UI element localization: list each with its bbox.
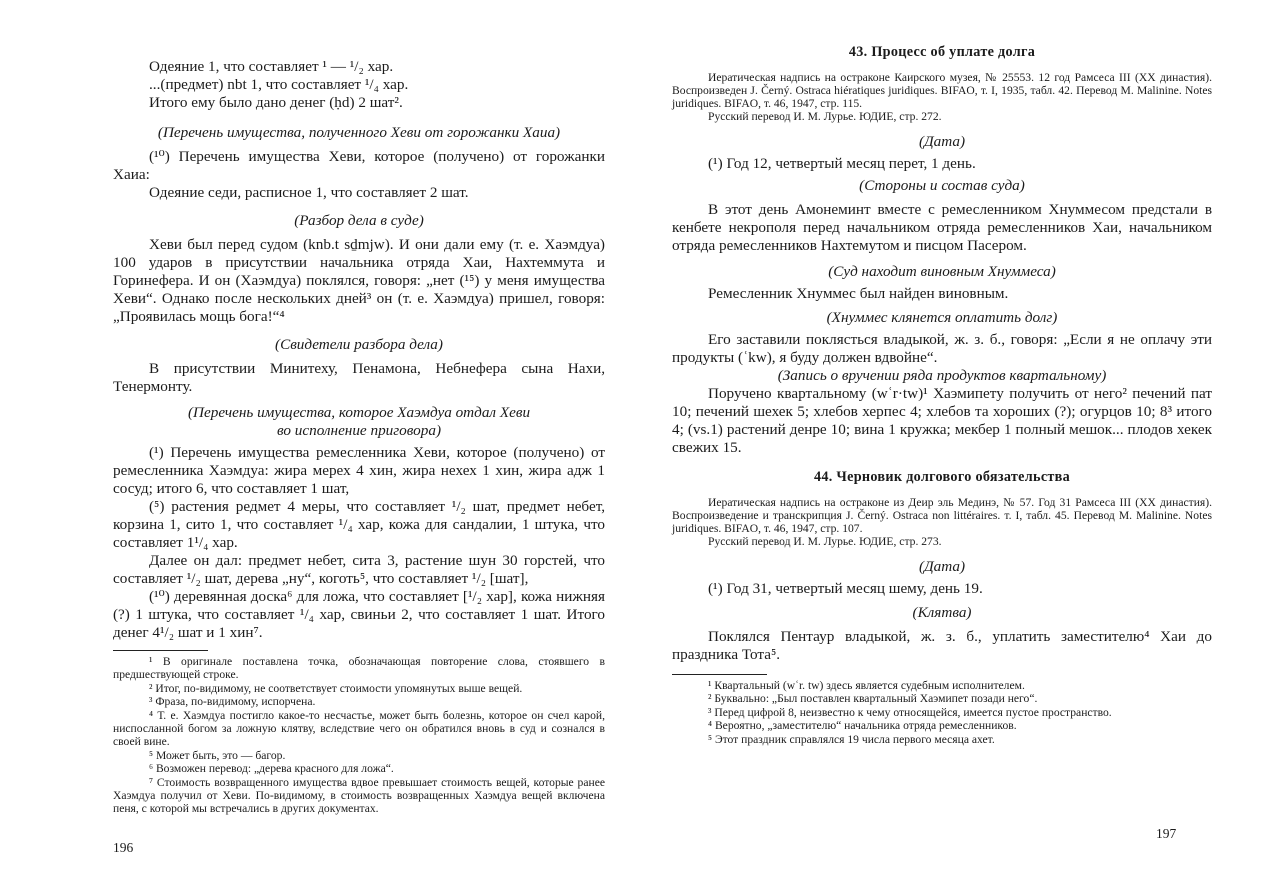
paragraph: В присутствии Минитеху, Пенамона, Небнефера сына Нахи, Тенермонту. bbox=[113, 360, 605, 395]
footnote: ³ Перед цифрой 8, неизвестно к чему относящейся, имеется пустое пространство. bbox=[708, 705, 1112, 719]
paragraph: Далее он дал: предмет небет, сита 3, растение шун 30 горстей, что составляет ¹/₂ шат, дерева „ну“, коготь⁵, что составляет ¹/₂ [шат], bbox=[113, 552, 605, 587]
footnote: ¹ Квартальный (wʿr. tw) здесь является судебным исполнителем. bbox=[708, 679, 1025, 692]
footnote: ¹ В оригинале поставлена точка, обозначающая повторение слова, стоявшего в предшествующей строке. bbox=[113, 655, 605, 682]
paragraph: Поклялся Пентаур владыкой, ж. з. б., уплатить заместителю⁴ Хаи до праздника Тота⁵. bbox=[672, 628, 1212, 663]
paragraph: Поручено квартальному (wʿr·tw)¹ Хаэмипету получить от него² печений пат 10; печений шехек 5; хлебов херпес 4; хлебов та хороших (?); огурцов 10; 8³ итого 4; (vs.1) растений денре 10; вина 1 кружка; мекбер 1 полный мешок... плодов хекек свежих 15. bbox=[672, 385, 1212, 456]
paragraph: В этот день Амонеминт вместе с ремесленником Хнуммесом предстали в кенбете некрополя перед начальником отряда ремесленников Хаи, начальником отряда ремесленников Нахтемутом и писцом Пасером. bbox=[672, 201, 1212, 254]
document-title: 43. Процесс об уплате долга bbox=[848, 44, 1036, 60]
section-heading: (Свидетели разбора дела) bbox=[275, 336, 443, 353]
paragraph: Ремесленник Хнуммес был найден виновным. bbox=[708, 285, 1009, 302]
footnote: ⁴ Вероятно, „заместителю“ начальника отряда ремесленников. bbox=[708, 719, 1017, 733]
footnote: ² Буквально: „Был поставлен квартальный Хаэмипет позади него“. bbox=[708, 692, 1038, 706]
section-heading: (Хнуммес клянется оплатить долг) bbox=[826, 309, 1058, 326]
paragraph: (¹) Год 12, четвертый месяц перет, 1 день. bbox=[708, 155, 976, 172]
left-column bbox=[113, 58, 605, 816]
source-note: Иератическая надпись на остраконе Каирского музея, № 25553. 12 год Рамсеса III (XX династия). Воспроизведен J. Černý. Ostraca hiératiques juridiques. BIFAO, т. I, 1935, табл. 42. Перевод M. Malinine. Notes juridiques. BIFAO, т. 46, 1947, стр. 115. bbox=[672, 71, 1212, 110]
intro-line-3: Итого ему было дано денег (ḥd) 2 шат². bbox=[149, 94, 403, 111]
footnote: ⁴ Т. е. Хаэмдуа постигло какое-то несчастье, может быть болезнь, которое он счел карой, ниспосланной богом за ложную клятву, вследствие чего он обратился вновь в суд и сознался в своей вине. bbox=[113, 708, 605, 749]
source-note: Русский перевод И. М. Лурье. ЮДИЕ, стр. 272. bbox=[708, 110, 942, 123]
section-heading-cont: во исполнение приговора) bbox=[276, 422, 442, 439]
paragraph: Одеяние седи, расписное 1, что составляет 2 шат. bbox=[149, 184, 469, 201]
footnote: ⁵ Может быть, это — багор. bbox=[149, 748, 286, 762]
section-heading: (Разбор дела в суде) bbox=[294, 212, 424, 229]
paragraph: Хеви был перед судом (knb.t sḏmjw). И они дали ему (т. е. Хаэмдуа) 100 ударов в присутствии начальника отряда Хаи, Нахтеммута и Горинефера. И он (Хаэмдуа) поклялся, говоря: „нет (¹⁵) у меня имущества Хеви“. Однако после нескольких дней³ он (т. е. Хаэмдуа) пришел, говоря: „Проявилась мощь бога!“⁴ bbox=[113, 236, 605, 325]
section-heading: (Стороны и состав суда) bbox=[859, 177, 1025, 194]
section-heading: (Перечень имущества, которое Хаэмдуа отдал Хеви bbox=[187, 404, 531, 421]
intro-line-2: ...(предмет) nbt 1, что составляет ¹/₄ хар. bbox=[149, 76, 409, 93]
paragraph: (¹) Год 31, четвертый месяц шему, день 19. bbox=[708, 580, 983, 597]
paragraph: (¹⁰) деревянная доска⁶ для ложа, что составляет [¹/₂ хар], кожа нижняя (?) 1 штука, что составляет ¹/₄ хар, свиньи 2, что составляет 1 шат. Итого денег 4¹/₂ шат и 1 хин⁷. bbox=[113, 588, 605, 641]
paragraph: Его заставили поклясться владыкой, ж. з. б., говоря: „Если я не оплачу эти продукты (ʿkw), я буду должен вдвойне“. bbox=[672, 331, 1212, 366]
source-note: Иератическая надпись на остраконе из Деир эль Мединэ, № 57. Год 31 Рамсеса III (XX династия). Воспроизведение и транскрипция J. Černý. Ostraca non littéraires. т. I, табл. 45. Перевод M. Malinine. Notes juridiques. BIFAO, т. 46, 1947, стр. 107. bbox=[672, 496, 1212, 535]
section-heading: (Дата) bbox=[918, 133, 966, 150]
paragraph: (⁵) растения редмет 4 меры, что составляет ¹/₂ шат, предмет небет, корзина 1, сито 1, что составляет ¹/₄ хар, кожа для сандалии, 1 штука, что составляет 1¹/₄ хар. bbox=[113, 498, 605, 551]
footnote: ⁶ Возможен перевод: „дерева красного для ложа“. bbox=[149, 762, 394, 776]
page-number: 196 bbox=[113, 840, 134, 855]
section-heading: (Дата) bbox=[918, 558, 966, 575]
intro-line-1: Одеяние 1, что составляет ¹ — ¹/₂ хар. bbox=[149, 58, 394, 75]
paragraph: (¹⁰) Перечень имущества Хеви, которое (получено) от горожанки Хаиа: bbox=[113, 148, 605, 183]
page-number: 197 bbox=[1156, 826, 1177, 841]
source-note: Русский перевод И. М. Лурье. ЮДИЕ, стр. 273. bbox=[708, 535, 942, 548]
right-column bbox=[672, 44, 1212, 746]
section-heading: (Перечень имущества, полученного Хеви от горожанки Хаиа) bbox=[157, 124, 561, 141]
footnote: ³ Фраза, по-видимому, испорчена. bbox=[149, 695, 316, 709]
footnote: ⁵ Этот праздник справлялся 19 числа первого месяца ахет. bbox=[708, 732, 995, 746]
right-page bbox=[632, 0, 1263, 893]
document-title: 44. Черновик долгового обязательства bbox=[813, 469, 1071, 485]
section-heading: (Запись о вручении ряда продуктов квартальному) bbox=[777, 367, 1107, 384]
paragraph: (¹) Перечень имущества ремесленника Хеви, которое (получено) от ремесленника Хаэмдуа: жира мерех 4 хин, жира нехех 1 хин, жира адж 1 сосуд; итого 6, что составляет 1 шат, bbox=[113, 444, 605, 497]
footnote: ⁷ Стоимость возвращенного имущества вдвое превышает стоимость вещей, которые ранее Хаэмдуа получил от Хеви. По-видимому, в стоимость возвращенных Хаэмдуа вещей включена пеня, с которой мы встречались в других документах. bbox=[113, 775, 605, 816]
section-heading: (Суд находит виновным Хнуммеса) bbox=[828, 263, 1056, 280]
footnote: ² Итог, по-видимому, не соответствует стоимости упомянутых выше вещей. bbox=[149, 681, 523, 695]
section-heading: (Клятва) bbox=[912, 604, 972, 621]
